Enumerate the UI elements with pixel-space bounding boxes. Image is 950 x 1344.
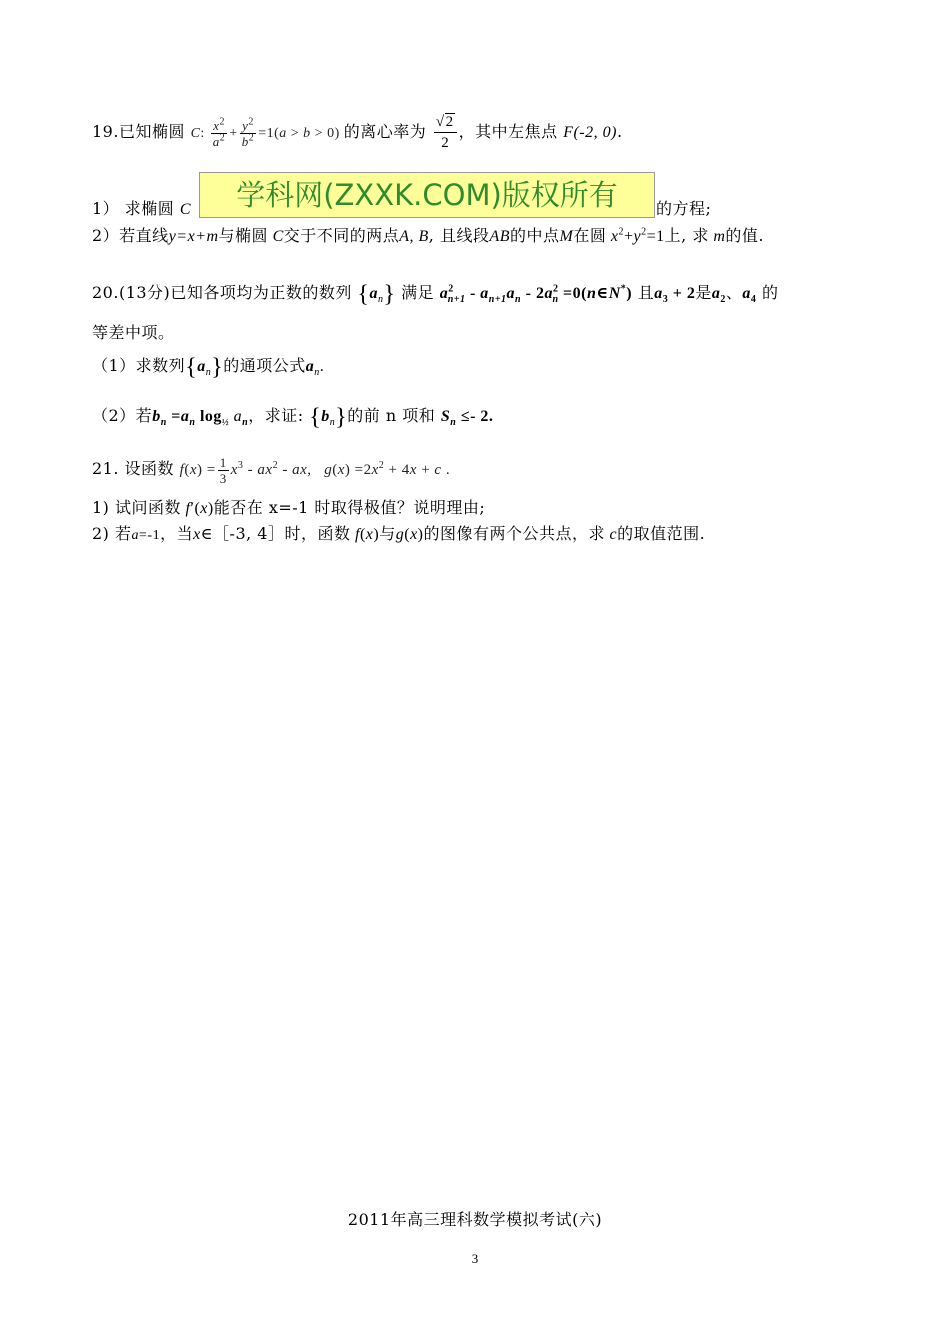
q19-segment: AB [489,228,511,245]
q19-part2-label: 2）若直线 [92,226,169,245]
q20-text-2: 满足 [401,283,435,302]
q19-part1-ending: 的方程; [656,199,712,218]
q19-part2-text-e: 的中点 [510,226,560,245]
q19-points: A, B [399,228,429,245]
q20-part1 [92,352,324,380]
q21-text-1: 设函数 [124,459,175,478]
q20-part2-text-c: 的前 n 项和 [347,406,436,425]
q19-text-3: ，其中左焦点 [458,122,558,141]
q21-number: 21. [92,459,119,478]
q21-part2-x: x [193,526,201,543]
q19-part1 [92,199,191,220]
q19-text-1: 已知椭圆 [118,122,185,141]
q19-part1-c: C [179,201,192,218]
q21-part2-text-f: 的取值范围. [617,524,706,543]
q21-part2-gx: g(x) [395,526,424,543]
q19-part2-text-b: 与椭圆 [218,226,269,245]
q19-part2-text-d: , 且线段 [428,226,490,245]
q21-part2: 2) 若a=-1，当x∈［-3, 4］时，函数 f(x)与g(x)的图像有两个公共点，求 c的取值范围. [92,524,706,543]
q20-part1-text: 的通项公式 [223,356,306,375]
q20-text-5: 、 [725,283,743,302]
q20-line2 [92,323,175,343]
q20-sequence: $\{a_n\}$ [357,281,396,308]
q20-text-3: 且 [637,283,655,302]
q21-line1 [92,452,450,486]
q20-part1-an: $a_n$. [305,358,325,379]
q19-part2-text-g: 上, 求 [664,226,709,245]
page-footer: 2011年高三理科数学模拟考试(六) [347,1210,603,1229]
q21-part2-text-c: ［-3, 4］时，函数 [213,524,351,543]
q20-text-7: 等差中项。 [92,323,175,342]
q20-term-a3: $a_3 + 2$ [654,285,696,306]
q21-part1-label: 1) 试问函数 [92,498,182,517]
q19-part1-end [656,199,711,219]
q19-focus: F(-2, 0) [563,124,617,141]
q20-part1-label: （1）求数列 [92,356,186,375]
watermark-banner: 学科网(ZXXK.COM)版权所有 [199,172,655,218]
q20-line1 [92,278,778,308]
q19-part2-c: C [268,228,284,245]
q19-line1: 19.已知椭圆 C: $\frac{x^2}{a^2}$ + $\frac{y^2}{b^2}$ =1(a > b > 0) 的离心率为 $\frac{√2}{2}$ ，其中左焦点 F(-2, 0). [92,114,623,151]
q19-number: 19. [92,122,119,141]
q20-part2 [92,402,493,434]
q20-text-6: 的 [761,283,779,302]
q19-midpoint: M [559,228,574,245]
q20-score: (13分) [118,283,171,302]
q21-functions: f(x) = $\frac{1}{3}$ $x^3 - ax^2$ - ax, $g(x) =2x^2 + 4x + c$ . [179,455,451,487]
q19-circle-equation: $x^2+y^2=1$ [610,226,665,245]
q21-part1-fx: f′(x) [185,500,214,517]
q19-ellipse-equation: C: $\frac{x^2}{a^2}$ + $\frac{y^2}{b^2}$ =1(a > b > 0) [190,116,344,150]
q20-text-1: 已知各项均为正数的数列 [170,283,352,302]
q21-part1 [92,498,485,519]
q21-part2-text-b: ，当 [160,524,194,543]
q19-eccentricity: $\frac{√2}{2}$ [434,112,457,153]
q21-part2-text-d: 与 [379,524,396,543]
q20-part2-sequence: $\{b_n\}$ [309,404,348,431]
q20-part2-text-b: ，求证: [248,406,304,425]
q21-part1-text: 能否在 x=-1 时取得极值？说明理由; [213,498,486,517]
q21-part2-label: 2) 若 [92,524,132,543]
q19-part1-label: 1） 求椭圆 [92,199,175,218]
q20-sum-inequality: $S_n \le- 2$. [440,408,494,429]
q20-term-a4: $a_4$ [742,285,757,306]
q19-m: m [708,228,726,245]
q21-part2-a: a=-1 [131,528,161,543]
q20-number: 20. [92,283,119,302]
q20-bn-definition: $b_n =a_n$ $\log_{\frac{1}{2}} a_n$ [152,408,249,429]
page-number: 3 [471,1251,479,1266]
q20-term-a2: $a_2$ [711,285,726,306]
q19-text-2: 的离心率为 [343,122,427,141]
q21-part2-text-e: 的图像有两个公共点，求 [423,524,606,543]
q20-text-4: 是 [695,283,712,302]
q21-part2-fx: f(x) [355,526,380,543]
q20-recurrence: $a^2_{n+1} - a_{n+1}a_n - 2a^2_n$ =0(n∈N*) [439,283,633,306]
q19-line-equation: y=x+m [168,228,219,245]
q19-part2-text-f: 在圆 [573,226,607,245]
q21-part2-c: c [605,526,618,543]
q19-part2 [92,226,764,247]
q20-part2-label: （2）若 [92,406,153,425]
q19-part2-text-c: 交于不同的两点 [283,226,400,245]
q20-part1-sequence: $\{a_n\}$ [185,354,224,381]
q19-part2-text-h: 的值. [725,226,765,245]
